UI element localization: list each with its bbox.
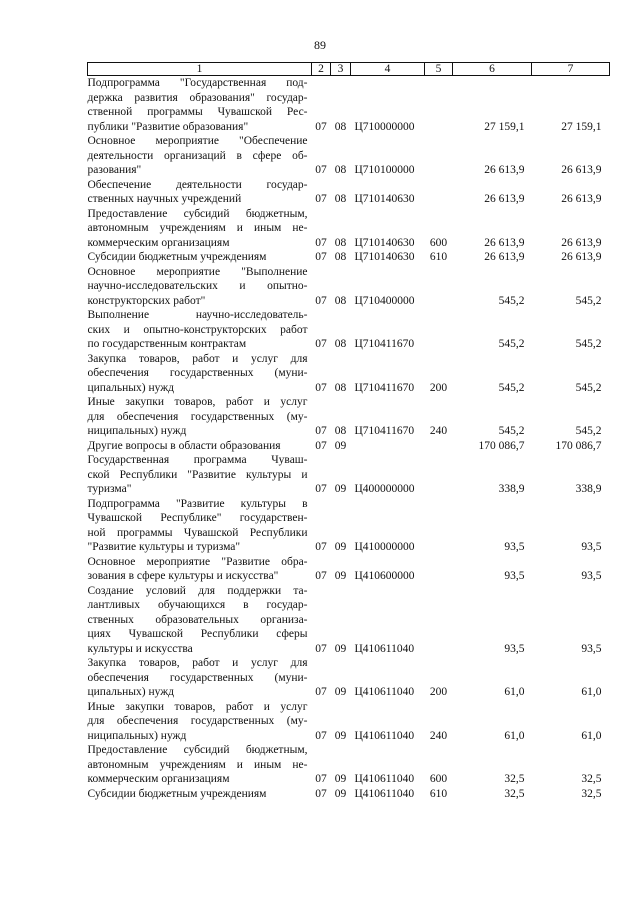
cell-target-article: Ц710400000 (354, 294, 415, 307)
name-line: ственных научных учреждений (87, 193, 242, 205)
cell-subsection: 08 (334, 193, 347, 205)
cell-amount-2: 26 613,9 (561, 251, 602, 263)
cell-amount-1: 93,5 (504, 541, 525, 553)
budget-table (87, 62, 610, 801)
cell-section: 07 (315, 251, 327, 263)
cell-amount-2: 61,0 (581, 729, 602, 742)
table-row (88, 395, 610, 439)
cell-subsection: 08 (334, 120, 347, 133)
cell-expense-type: 200 (429, 381, 448, 394)
header-row (88, 63, 610, 76)
cell-name (88, 395, 312, 439)
table-row (88, 134, 610, 178)
cell-target-article: Ц410600000 (354, 570, 415, 582)
cell-section: 07 (315, 541, 327, 553)
name-line: "Развитие культуры и туризма" (87, 541, 241, 553)
cell-section: 07 (315, 294, 327, 307)
name-line: для обеспечения государственных (му- (87, 715, 308, 727)
cell-name (88, 207, 312, 251)
cell-expense-type (425, 134, 453, 178)
cell-subsection: 09 (334, 483, 347, 495)
cell-target-article: Ц410611040 (354, 686, 415, 698)
cell-subsection: 08 (334, 425, 347, 437)
cell-section: 07 (315, 236, 327, 249)
cell-section: 07 (315, 787, 327, 800)
table-row (88, 207, 610, 251)
cell-name (88, 178, 312, 207)
cell-target-article: Ц710140630 (354, 251, 415, 263)
cell-section: 07 (315, 425, 327, 437)
name-line: автономным учреждениям и иным не- (87, 758, 308, 771)
cell-section: 07 (315, 164, 327, 176)
cell-amount-2: 26 613,9 (561, 193, 602, 205)
header-cell-section: 2 (312, 63, 331, 76)
table-row (88, 352, 610, 396)
cell-target-article: Ц710411670 (354, 381, 415, 394)
cell-expense-type (425, 584, 453, 657)
header-cell-name: 1 (88, 63, 312, 76)
name-line: лантливых обучающихся в государ- (87, 599, 308, 611)
cell-name (88, 453, 312, 497)
cell-amount-1: 26 613,9 (484, 193, 525, 205)
name-line: Предоставление субсидий бюджетным, (87, 207, 308, 220)
name-line: ниципальных) нужд (87, 425, 187, 437)
cell-amount-1: 545,2 (498, 294, 525, 307)
header-cell-expense-type: 5 (425, 63, 453, 76)
cell-name (88, 555, 312, 584)
name-line: публики "Развитие образования" (87, 120, 249, 133)
cell-target-article: Ц710411670 (354, 338, 415, 350)
cell-section: 07 (315, 381, 327, 394)
table-row (88, 308, 610, 352)
name-line: Чувашской Республике" государствен- (87, 512, 308, 524)
cell-target-article (351, 439, 425, 454)
cell-amount-1: 545,2 (498, 425, 525, 437)
name-line: ниципальных) нужд (87, 729, 187, 742)
cell-amount-2: 338,9 (575, 483, 602, 495)
cell-subsection: 09 (334, 541, 347, 553)
cell-amount-2: 93,5 (581, 642, 602, 655)
name-line: Основное мероприятие "Развитие обра- (87, 555, 308, 568)
cell-subsection: 09 (334, 773, 347, 785)
cell-name (88, 497, 312, 555)
cell-amount-2: 32,5 (581, 787, 602, 800)
cell-subsection: 08 (334, 236, 347, 249)
name-line: Субсидии бюджетным учреждениям (87, 787, 267, 800)
name-line: Субсидии бюджетным учреждениям (87, 251, 267, 263)
name-line: культуры и искусства (87, 642, 193, 655)
cell-amount-1: 93,5 (504, 570, 525, 582)
cell-target-article: Ц410611040 (354, 773, 415, 785)
cell-expense-type (425, 439, 453, 454)
name-line: коммерческим организациям (87, 236, 230, 249)
name-line: автономным учреждениям и иным не- (87, 222, 308, 234)
cell-section: 07 (315, 338, 327, 350)
cell-name (88, 352, 312, 396)
table-row (88, 250, 610, 265)
name-line: для обеспечения государственных (му- (87, 410, 308, 423)
cell-name (88, 308, 312, 352)
cell-subsection: 09 (334, 439, 347, 452)
cell-target-article: Ц410000000 (354, 541, 415, 553)
cell-target-article: Ц410611040 (354, 642, 415, 655)
cell-name (88, 265, 312, 309)
cell-amount-2: 61,0 (581, 686, 602, 698)
table-row (88, 265, 610, 309)
name-line: Иные закупки товаров, работ и услуг (87, 700, 308, 713)
name-line: Подпрограмма "Развитие культуры в (87, 497, 308, 510)
table-row (88, 453, 610, 497)
name-line: Основное мероприятие "Обеспечение (87, 135, 308, 147)
name-line: Основное мероприятие "Выполнение (87, 265, 308, 278)
name-line: обеспечения государственных (муни- (87, 671, 308, 684)
cell-name (88, 76, 312, 135)
cell-expense-type (425, 265, 453, 309)
name-line: ских и опытно-конструкторских работ (87, 323, 308, 336)
cell-amount-2: 27 159,1 (561, 120, 602, 133)
name-line: Создание условий для поддержки та- (87, 584, 308, 597)
name-line: Предоставление субсидий бюджетным, (87, 744, 308, 756)
name-line: ципальных) нужд (87, 686, 175, 698)
name-line: Государственная программа Чуваш- (87, 454, 308, 466)
header-cell-amount-2: 7 (532, 63, 610, 76)
cell-amount-2: 545,2 (575, 381, 602, 394)
name-line: ципальных) нужд (87, 381, 175, 394)
cell-amount-1: 545,2 (498, 338, 525, 350)
name-line: по государственным контрактам (87, 338, 247, 350)
cell-target-article: Ц410611040 (354, 787, 415, 800)
cell-name (88, 743, 312, 787)
name-line: ной программы Чувашской Республики (87, 526, 308, 539)
name-line: обеспечения государственных (муни- (87, 367, 308, 379)
cell-amount-2: 26 613,9 (561, 236, 602, 249)
cell-amount-1: 170 086,7 (478, 439, 525, 452)
cell-name (88, 134, 312, 178)
table-row (88, 787, 610, 802)
cell-name (88, 656, 312, 700)
table-row (88, 439, 610, 454)
name-line: конструкторских работ" (87, 294, 206, 307)
cell-section: 07 (315, 439, 327, 452)
name-line: Закупка товаров, работ и услуг для (87, 352, 308, 365)
name-line: ственной программы Чувашской Рес- (87, 106, 308, 118)
table-row (88, 656, 610, 700)
table-row (88, 743, 610, 787)
cell-name (88, 787, 312, 802)
cell-subsection: 08 (334, 251, 347, 263)
name-line: разования" (87, 164, 142, 176)
table-row (88, 555, 610, 584)
cell-expense-type: 600 (429, 773, 448, 785)
name-line: Обеспечение деятельности государ- (87, 178, 308, 191)
cell-target-article: Ц710411670 (354, 425, 415, 437)
name-line: туризма" (87, 483, 132, 495)
cell-target-article: Ц400000000 (354, 483, 415, 495)
cell-section: 07 (315, 729, 327, 742)
name-line: зования в сфере культуры и искусства" (87, 570, 279, 582)
cell-amount-1: 32,5 (504, 773, 525, 785)
cell-subsection: 09 (334, 642, 347, 655)
cell-expense-type (425, 453, 453, 497)
cell-expense-type (425, 555, 453, 584)
cell-target-article: Ц710000000 (354, 120, 415, 133)
name-line: ской Республики "Развитие культуры и (87, 468, 308, 481)
cell-expense-type (425, 308, 453, 352)
cell-expense-type (425, 497, 453, 555)
cell-expense-type (425, 178, 453, 207)
cell-amount-1: 338,9 (498, 483, 525, 495)
cell-amount-2: 26 613,9 (561, 164, 602, 176)
cell-amount-1: 27 159,1 (484, 120, 525, 133)
cell-target-article: Ц710140630 (354, 236, 415, 249)
cell-subsection: 08 (334, 164, 347, 176)
cell-expense-type (425, 76, 453, 135)
header-cell-amount-1: 6 (453, 63, 532, 76)
table-row (88, 700, 610, 744)
cell-target-article: Ц710140630 (354, 193, 415, 205)
cell-subsection: 08 (334, 294, 347, 307)
cell-amount-1: 26 613,9 (484, 164, 525, 176)
cell-amount-2: 170 086,7 (555, 439, 602, 452)
cell-expense-type: 610 (429, 787, 448, 800)
cell-subsection: 08 (334, 381, 347, 394)
cell-name (88, 584, 312, 657)
cell-amount-2: 32,5 (581, 773, 602, 785)
cell-amount-1: 26 613,9 (484, 236, 525, 249)
cell-name (88, 439, 312, 454)
cell-amount-1: 61,0 (504, 729, 525, 742)
cell-subsection: 08 (334, 338, 347, 350)
name-line: Выполнение научно-исследователь- (87, 309, 308, 321)
name-line: Закупка товаров, работ и услуг для (87, 657, 308, 669)
header-cell-subsection: 3 (331, 63, 351, 76)
cell-amount-1: 61,0 (504, 686, 525, 698)
cell-amount-1: 545,2 (498, 381, 525, 394)
cell-section: 07 (315, 773, 327, 785)
name-line: научно-исследовательских и опытно- (87, 280, 308, 292)
name-line: Другие вопросы в области образования (87, 439, 281, 452)
cell-amount-2: 93,5 (581, 570, 602, 582)
table-body (88, 76, 610, 802)
cell-amount-1: 93,5 (504, 642, 525, 655)
page-number: 89 (314, 38, 326, 52)
cell-amount-1: 26 613,9 (484, 251, 525, 263)
header-cell-target-article: 4 (351, 63, 425, 76)
cell-section: 07 (315, 642, 327, 655)
cell-amount-2: 545,2 (575, 294, 602, 307)
cell-section: 07 (315, 120, 327, 133)
cell-section: 07 (315, 483, 327, 495)
name-line: деятельности организаций в сфере об- (87, 149, 308, 162)
cell-section: 07 (315, 193, 327, 205)
cell-subsection: 09 (334, 729, 347, 742)
cell-amount-2: 93,5 (581, 541, 602, 553)
cell-subsection: 09 (334, 686, 347, 698)
cell-expense-type: 200 (429, 686, 448, 698)
cell-name (88, 250, 312, 265)
name-line: коммерческим организациям (87, 773, 230, 785)
table-row (88, 76, 610, 135)
cell-target-article: Ц410611040 (354, 729, 415, 742)
name-line: Подпрограмма "Государственная под- (87, 77, 308, 89)
cell-subsection: 09 (334, 570, 347, 582)
name-line: ственных образовательных организа- (87, 613, 308, 626)
name-line: Иные закупки товаров, работ и услуг (87, 396, 308, 408)
table-row (88, 497, 610, 555)
cell-section: 07 (315, 686, 327, 698)
cell-expense-type: 240 (429, 729, 448, 742)
cell-expense-type: 610 (429, 251, 448, 263)
cell-expense-type: 240 (429, 425, 448, 437)
cell-amount-2: 545,2 (575, 425, 602, 437)
cell-subsection: 09 (334, 787, 347, 800)
cell-name (88, 700, 312, 744)
cell-amount-2: 545,2 (575, 338, 602, 350)
table-row (88, 584, 610, 657)
name-line: циях Чувашской Республики сферы (87, 628, 308, 640)
cell-section: 07 (315, 570, 327, 582)
cell-target-article: Ц710100000 (354, 164, 415, 176)
table-row (88, 178, 610, 207)
name-line: держка развития образования" государ- (87, 91, 308, 104)
cell-expense-type: 600 (429, 236, 448, 249)
cell-amount-1: 32,5 (504, 787, 525, 800)
